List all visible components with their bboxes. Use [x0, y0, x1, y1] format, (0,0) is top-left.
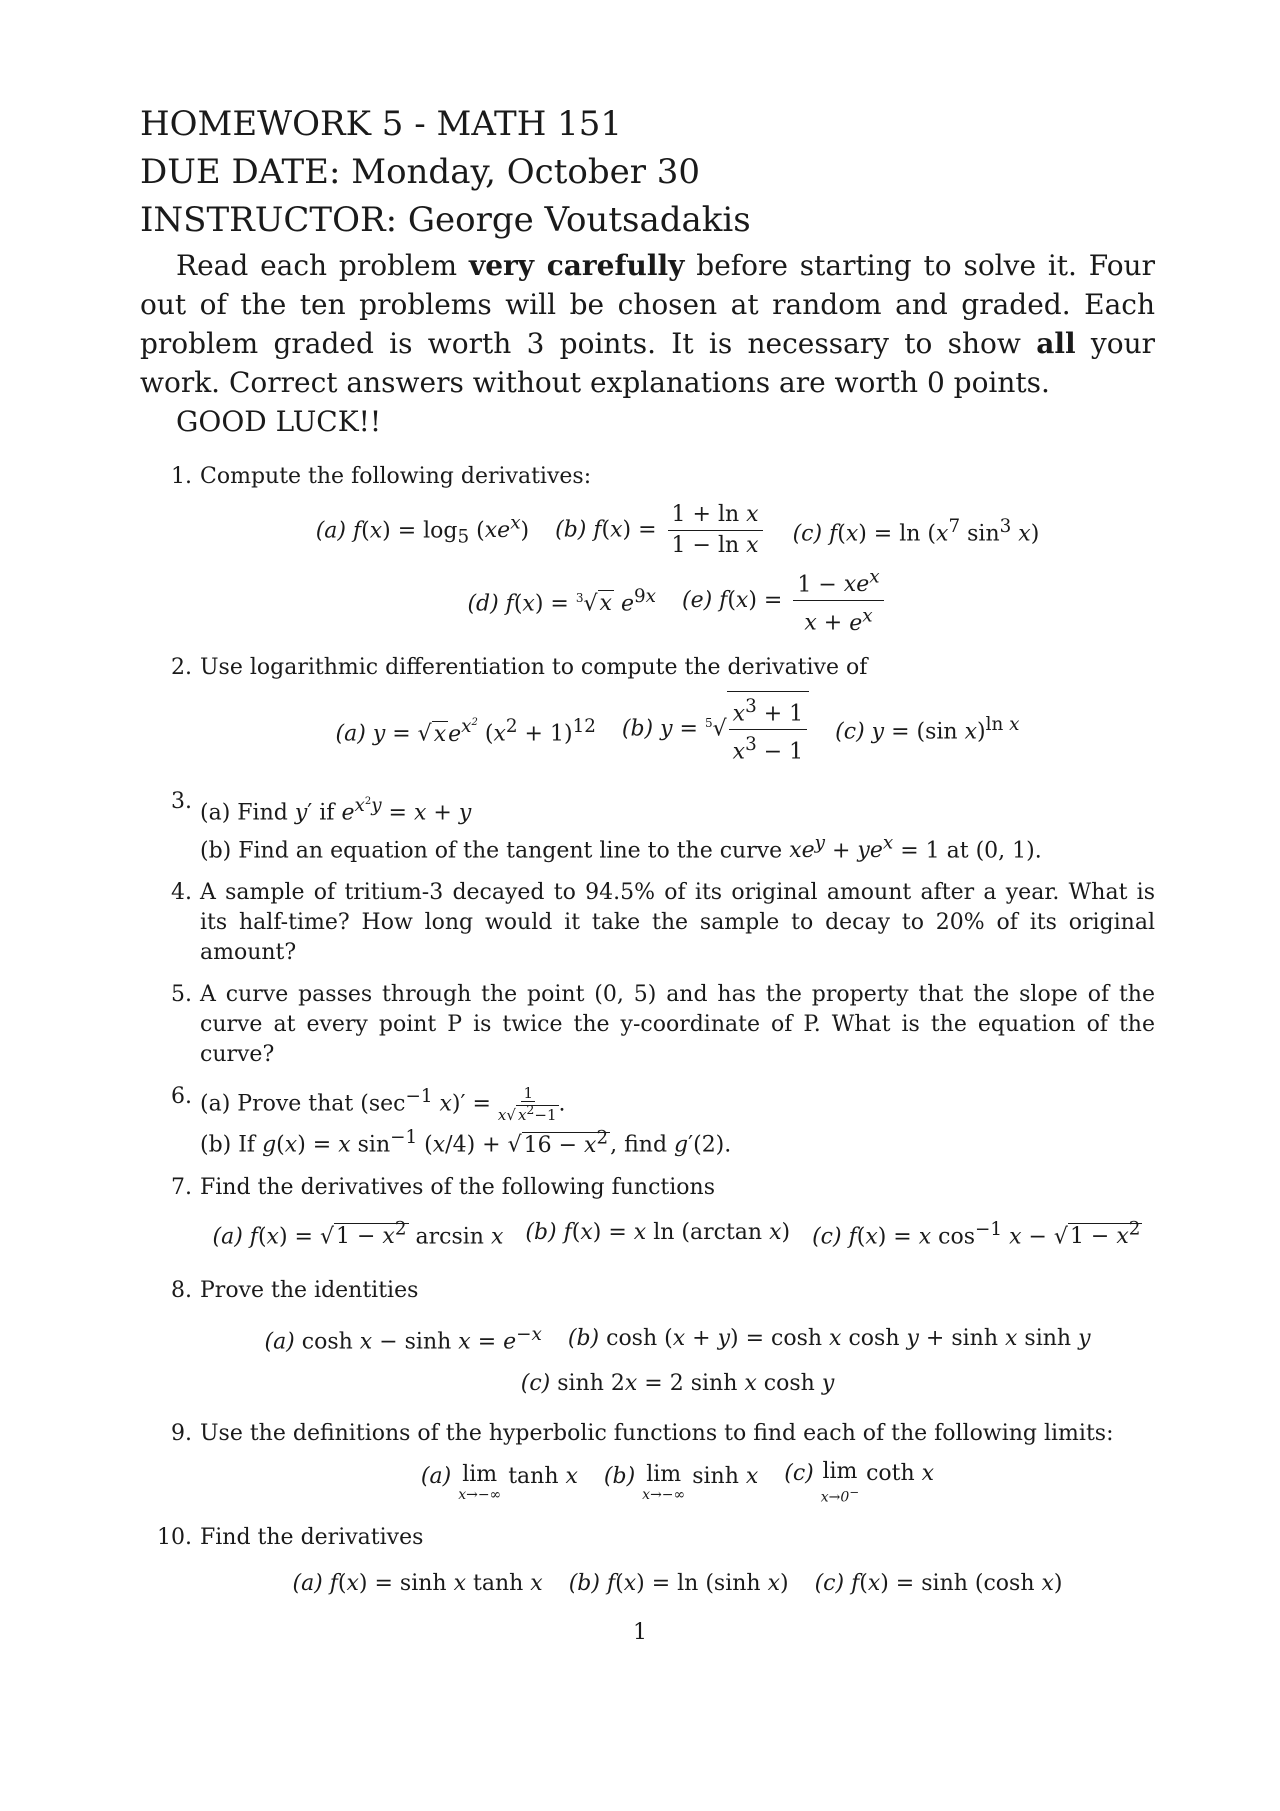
problem-2: 2. Use logarithmic differentiation to compute the derivative of (a) $y = √xe^{x^2}$ $(x^2 + 1)^{12}$ (b) y = $^5$√ $\frac{x^3 + 1}{x^3 - 1}$ (c) y = (sin x)$^{ln x}$: [140, 653, 1155, 768]
problem-10: 10. Find the derivatives (a) f(x) = sinh x tanh x (b) f(x) = ln (sinh x) (c) f(x) = sinh (cosh x): [140, 1523, 1155, 1599]
instructions: Read each problem very carefully before starting to solve it. Four out of the ten problems will be chosen at random and graded. Each problem graded is worth 3 points. It is necessary to show all your work. Correct answers without explanations are worth 0 points.: [140, 249, 1155, 399]
homework-page: [140, 100, 1155, 1599]
problem-9: 9. Use the definitions of the hyperbolic functions to find each of the following limits: (a) lim x→−∞ tanh x (b) lim x→−∞ sinh x (c) lim x→0− coth x: [140, 1419, 1155, 1505]
problem-1-formulas-row1: (a) $f(x) = \log_5 (xe^x)$ (b) f(x) = $\frac{\text{1 + ln x}}{\text{1 − ln x}}$ (c) $f(x) = \ln (x^7$ $\sin^3 x$): [315, 502, 1040, 558]
problem-1: 1. Compute the following derivatives: (a) $f(x) = \log_5 (xe^x)$ (b) f(x) = $\frac{\text{1 + ln x}}{\text{1 − ln x}}$ (c) $f(x) = \ln (x^7$ $\sin^3 x$) (d) f(x) = $^3$√x $e^{9x}$ (e) f(x) = $\frac{1 - xe^x}{x + e^x}$: [140, 462, 1155, 639]
problem-10-formulas: (a) f(x) = sinh x tanh x (b) f(x) = ln (sinh x) (c) f(x) = sinh (cosh x): [292, 1571, 1063, 1597]
problem-8: 8. Prove the identities (a) $\cosh x - \sinh x = e^{-x}$ (b) cosh (x + y) = cosh x cosh y + sinh x sinh y (c) sinh 2x = 2 sinh x cosh y: [140, 1276, 1155, 1399]
problem-5: 5. A curve passes through the point (0, 5) and has the property that the slope of the curve at every point P is twice the y-coordinate of P. What is the equation of the curve?: [171, 982, 1155, 1068]
problem-7-formulas: (a) $f(x) = √1 - x^2$ arcsin x (b) f(x) = x ln (arctan x) (c) f(x) = x $\cos^{-1} x - √1 - x^2$: [212, 1218, 1141, 1250]
problem-8-formulas-row1: (a) $\cosh x - \sinh x = e^{-x}$ (b) cosh (x + y) = cosh x cosh y + sinh x sinh y: [264, 1324, 1091, 1355]
header-due-date: DUE DATE: Monday, October 30: [140, 152, 701, 192]
page-number: 1: [633, 1620, 647, 1645]
header-instructor: INSTRUCTOR: George Voutsadakis: [140, 200, 751, 240]
problem-3: 3. (a) Find y′ if $e^{x^2y} = x + y$ (b) Find an equation of the tangent line to the curve $xe^y + ye^x = 1$ at (0, 1).: [171, 789, 1042, 864]
problem-6: 6. (a) Prove that ($\sec^{-1}$ x)′ = $\frac{1}{x√ x^2-1}$ . (b) If g(x) = x $\sin^{-1} (x/4) + √16 - x^2$, find g′(2).: [171, 1084, 732, 1158]
problem-1-formulas-row2: (d) f(x) = $^3$√x $e^{9x}$ (e) f(x) = $\frac{1 - xe^x}{x + e^x}$: [200, 563, 1155, 639]
header-title: HOMEWORK 5 - MATH 151: [140, 104, 623, 144]
problem-4: 4. A sample of tritium-3 decayed to 94.5% of its original amount after a year. What is its half-time? How long would it take the sample to decay to 20% of its original amount?: [171, 880, 1155, 966]
good-luck: GOOD LUCK!!: [176, 405, 382, 438]
problem-2-formulas: (a) $y = √xe^{x^2}$ $(x^2 + 1)^{12}$ (b) y = $^5$√ $\frac{x^3 + 1}{x^3 - 1}$ (c) y = (sin x)$^{ln x}$: [200, 691, 1155, 768]
problem-8-formulas-row2: (c) sinh 2x = 2 sinh x cosh y: [520, 1371, 835, 1397]
problem-7: 7. Find the derivatives of the following functions (a) $f(x) = √1 - x^2$ arcsin x (b) f(x) = x ln (arctan x) (c) f(x) = x $\cos^{-1} x - √1 - x^2$: [140, 1173, 1155, 1252]
problem-9-formulas: (a) lim x→−∞ tanh x (b) lim x→−∞ sinh x (c) lim x→0− coth x: [420, 1459, 935, 1507]
